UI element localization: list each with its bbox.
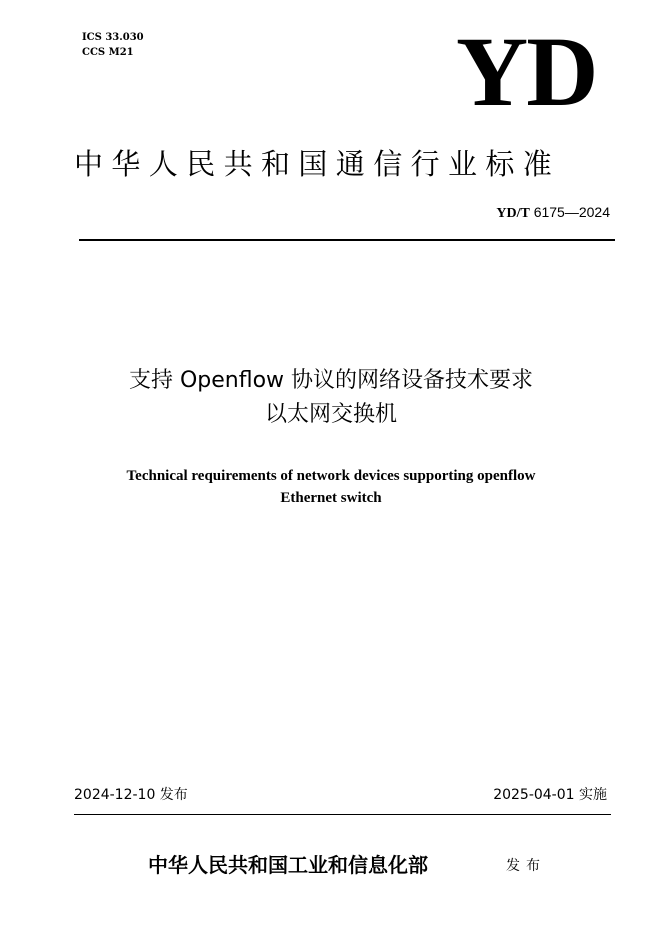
chinese-title-line-1: 支持 Openflow 协议的网络设备技术要求: [128, 368, 534, 393]
chinese-title-line-2: 以太网交换机: [264, 402, 397, 427]
issue-date: 2024-12-10 发布: [74, 787, 188, 803]
ics-code: ICS 33.030: [82, 32, 144, 43]
standard-number-value: 6175—2024: [529, 204, 610, 220]
header-divider: [79, 239, 615, 241]
standard-number-prefix: YD/T: [496, 206, 530, 221]
ccs-code: CCS M21: [82, 47, 134, 58]
publish-label: 发布: [506, 858, 546, 874]
classification-codes: [82, 30, 144, 60]
footer-divider: [74, 814, 611, 815]
standard-category-title: 中华人民共和国通信行业标准: [74, 147, 561, 181]
chinese-title: [0, 364, 662, 432]
yd-logo: YD: [456, 16, 597, 127]
english-title: [0, 465, 662, 509]
standard-number: [496, 203, 610, 223]
english-title-line-1: Technical requirements of network devices supporting openflow: [126, 468, 536, 484]
english-title-line-2: Ethernet switch: [280, 490, 382, 506]
publisher-name: 中华人民共和国工业和信息化部: [148, 853, 428, 877]
implementation-date: 2025-04-01 实施: [493, 787, 607, 803]
